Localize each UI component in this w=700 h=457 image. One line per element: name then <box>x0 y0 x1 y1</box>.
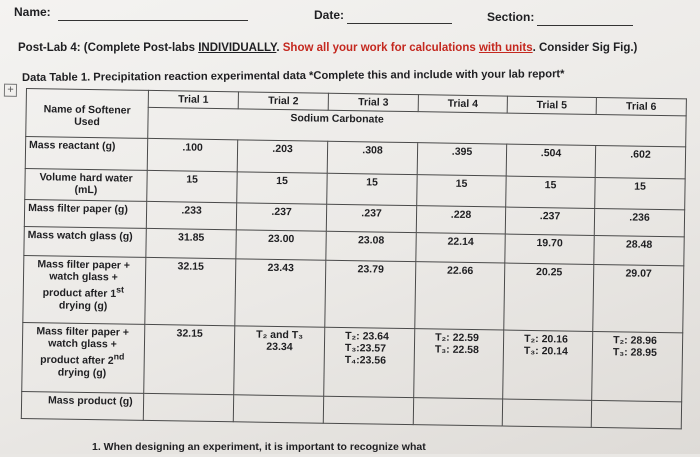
table-cell[interactable] <box>413 398 502 426</box>
row-label: Mass filter paper (g) <box>24 199 146 228</box>
table-cell: 15 <box>147 170 237 202</box>
table-cell[interactable] <box>591 400 681 428</box>
table-cell: 22.66 <box>415 262 505 330</box>
table-cell: 23.00 <box>236 230 326 260</box>
table-cell: .602 <box>595 145 685 178</box>
name-blank <box>58 20 248 21</box>
table-cell: 15 <box>417 175 506 207</box>
table-cell: 15 <box>595 177 685 209</box>
table-cell: .237 <box>505 207 594 235</box>
data-table <box>21 88 687 429</box>
title-sep: . <box>276 42 283 54</box>
title-suffix: . Consider Sig Fig.) <box>532 42 638 54</box>
table-cell: 23.08 <box>326 231 416 261</box>
table-cell: 15 <box>237 172 327 204</box>
table-cell: 22.14 <box>416 233 505 263</box>
table-cell: .228 <box>416 206 505 234</box>
data-table-container <box>7 83 700 457</box>
table-cell: .203 <box>237 140 327 173</box>
name-label: Name: <box>14 5 51 19</box>
trial-header: Trial 4 <box>418 95 507 113</box>
table-cell: .308 <box>327 141 417 174</box>
table-cell: T₂: 28.96 T₃: 28.95 <box>592 331 683 401</box>
table-cell: .236 <box>594 208 684 236</box>
table-cell: 32.15 <box>144 324 235 394</box>
table-cell: .395 <box>417 143 506 176</box>
date-label: Date: <box>314 8 345 22</box>
row-label: Mass watch glass (g) <box>24 226 146 257</box>
table-cell: .237 <box>236 203 326 231</box>
trial-header: Trial 2 <box>238 92 328 110</box>
table-cell: T₂ and T₃ 23.34 <box>234 326 325 396</box>
title-individually: INDIVIDUALLY <box>198 42 277 54</box>
date-blank <box>347 23 452 24</box>
table-cell: 29.07 <box>593 264 684 332</box>
row-label: Mass product (g) <box>21 391 143 420</box>
table-cell: T₂: 20.16 T₃: 20.14 <box>503 330 593 400</box>
table-cell: .100 <box>147 138 237 171</box>
table-cell: T₂: 22.59 T₃: 22.58 <box>414 329 504 399</box>
table-cell: 15 <box>327 173 417 205</box>
title-show-work: Show all your work for calculations <box>282 42 479 54</box>
table-cell: .233 <box>146 201 236 229</box>
table-cell: .504 <box>506 144 595 177</box>
table-cell: 31.85 <box>146 228 236 258</box>
trial-header: Trial 1 <box>148 90 238 108</box>
table-cell: .237 <box>326 204 416 232</box>
trial-header: Trial 3 <box>328 93 418 111</box>
table-cell: 20.25 <box>504 263 594 331</box>
row-label: Mass filter paper + watch glass + product after 2nd drying (g) <box>22 322 145 393</box>
title-prefix: Post-Lab 4: (Complete Post-labs <box>18 42 199 54</box>
table-row <box>22 322 683 401</box>
table-cell: 23.79 <box>325 260 416 328</box>
row-label: Mass filter paper + watch glass + product after 1st drying (g) <box>23 255 146 324</box>
section-label: Section: <box>487 10 535 24</box>
table-cell: 28.48 <box>594 235 684 265</box>
softener-label-cell: Name of Softener Used <box>26 89 149 139</box>
postlab-title <box>18 42 637 54</box>
table-cell[interactable] <box>502 399 591 427</box>
table-row <box>23 255 684 332</box>
table-cell[interactable] <box>143 393 233 421</box>
question-1: 1. When designing an experiment, it is important to recognize what <box>92 441 426 453</box>
row-label: Mass reactant (g) <box>25 137 147 171</box>
table-cell: 32.15 <box>145 257 236 325</box>
table-cell: 19.70 <box>505 234 594 264</box>
table-caption: Data Table 1. Precipitation reaction experimental data *Complete this and include with your lab report* <box>21 68 565 84</box>
title-with-units: with units <box>478 42 533 54</box>
trial-header: Trial 5 <box>507 96 596 114</box>
table-move-handle-icon[interactable]: + <box>4 84 17 97</box>
table-cell[interactable] <box>233 395 323 423</box>
softener-value: Sodium Carbonate <box>148 107 686 146</box>
row-label: Volume hard water (mL) <box>25 168 147 201</box>
table-cell[interactable] <box>323 396 413 424</box>
table-cell: T₂: 23.64 T₃:23.57 T₄:23.56 <box>324 327 415 397</box>
table-cell: 15 <box>506 176 595 208</box>
trial-header: Trial 6 <box>596 97 686 115</box>
table-cell: 23.43 <box>235 259 326 327</box>
section-blank <box>537 25 633 26</box>
